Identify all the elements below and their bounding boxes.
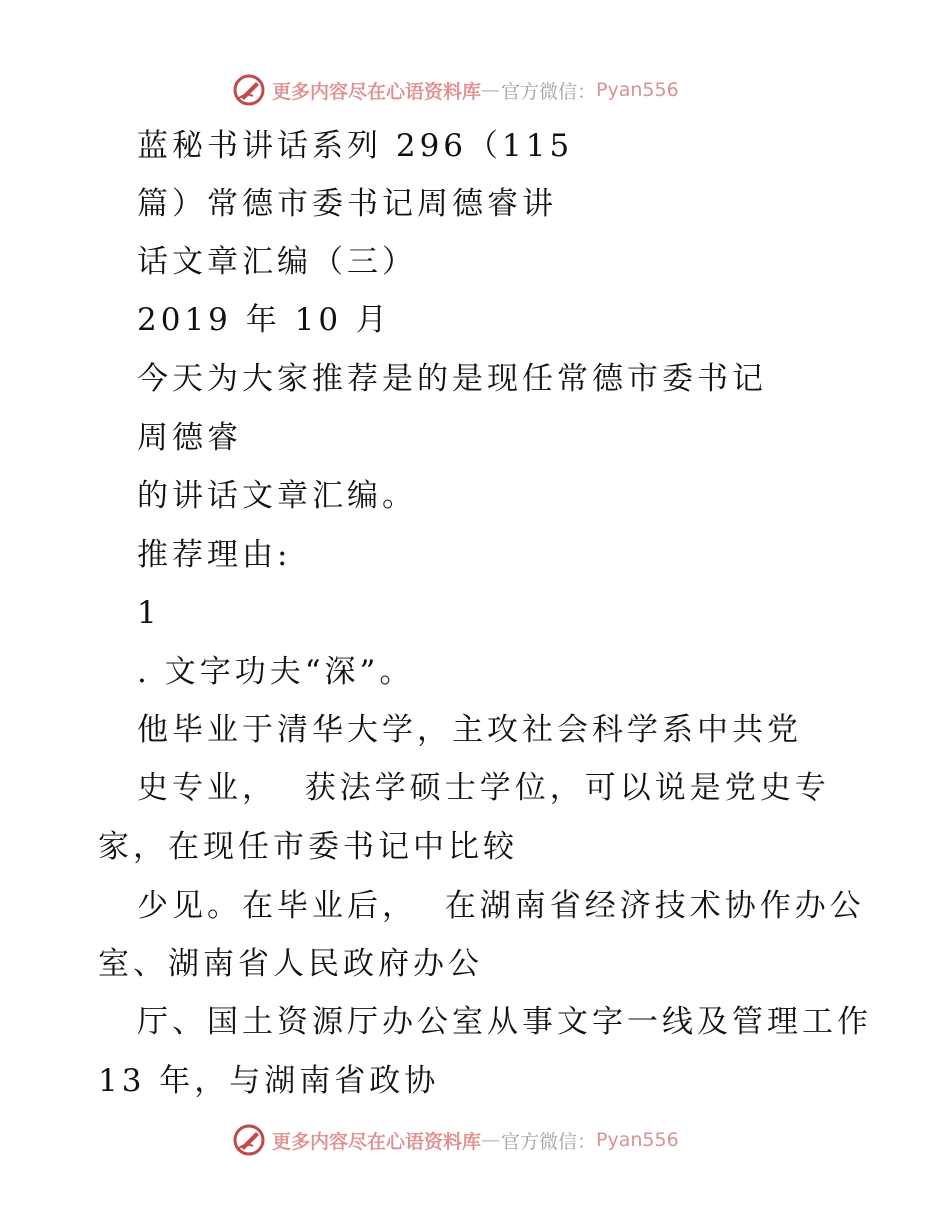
body-line: 周德睿 <box>137 420 242 456</box>
watermark-wechat-id: Pyan556 <box>596 1129 679 1151</box>
body-line: 厅、国土资源厅办公室从事文字一线及管理工作 <box>137 1004 872 1040</box>
body-line: 他毕业于清华大学，主攻社会科学系中共党 <box>137 712 802 748</box>
body-line: 13 年，与湖南省政协 <box>98 1063 440 1099</box>
watermark-wechat-label: 官方微信： <box>501 80 597 103</box>
brand-logo-icon <box>232 73 266 107</box>
watermark-wechat-label: 官方微信： <box>501 1130 597 1153</box>
body-line: 的讲话文章汇编。 <box>137 478 417 514</box>
section-heading: 推荐理由: <box>137 537 292 573</box>
list-item-title: . 文字功夫“深”。 <box>137 654 415 690</box>
watermark-separator: — <box>481 1129 502 1151</box>
title-line-3: 话文章汇编（三） <box>137 244 417 280</box>
title-line-2: 篇）常德市委书记周德睿讲 <box>137 186 557 222</box>
title-line-1: 蓝秘书讲话系列 296（115 <box>137 128 574 164</box>
body-line: 史专业， 获法学硕士学位，可以说是党史专 <box>137 770 830 806</box>
date-line: 2019 年 10 月 <box>137 302 391 338</box>
brand-logo-icon <box>232 1123 266 1157</box>
body-line: 少见。在毕业后， 在湖南省经济技术协作办公 <box>137 888 865 924</box>
header-watermark <box>232 73 679 107</box>
body-line: 今天为大家推荐是的是现任常德市委书记 <box>137 361 767 397</box>
body-line: 室、湖南省人民政府办公 <box>98 946 483 982</box>
list-number: 1 <box>137 595 161 631</box>
body-line: 家，在现任市委书记中比较 <box>98 829 518 865</box>
footer-watermark <box>232 1123 679 1157</box>
watermark-wechat-id: Pyan556 <box>596 79 679 101</box>
watermark-text: 更多内容尽在心语资料库 <box>272 1130 482 1153</box>
watermark-separator: — <box>481 79 502 101</box>
watermark-text: 更多内容尽在心语资料库 <box>272 80 482 103</box>
